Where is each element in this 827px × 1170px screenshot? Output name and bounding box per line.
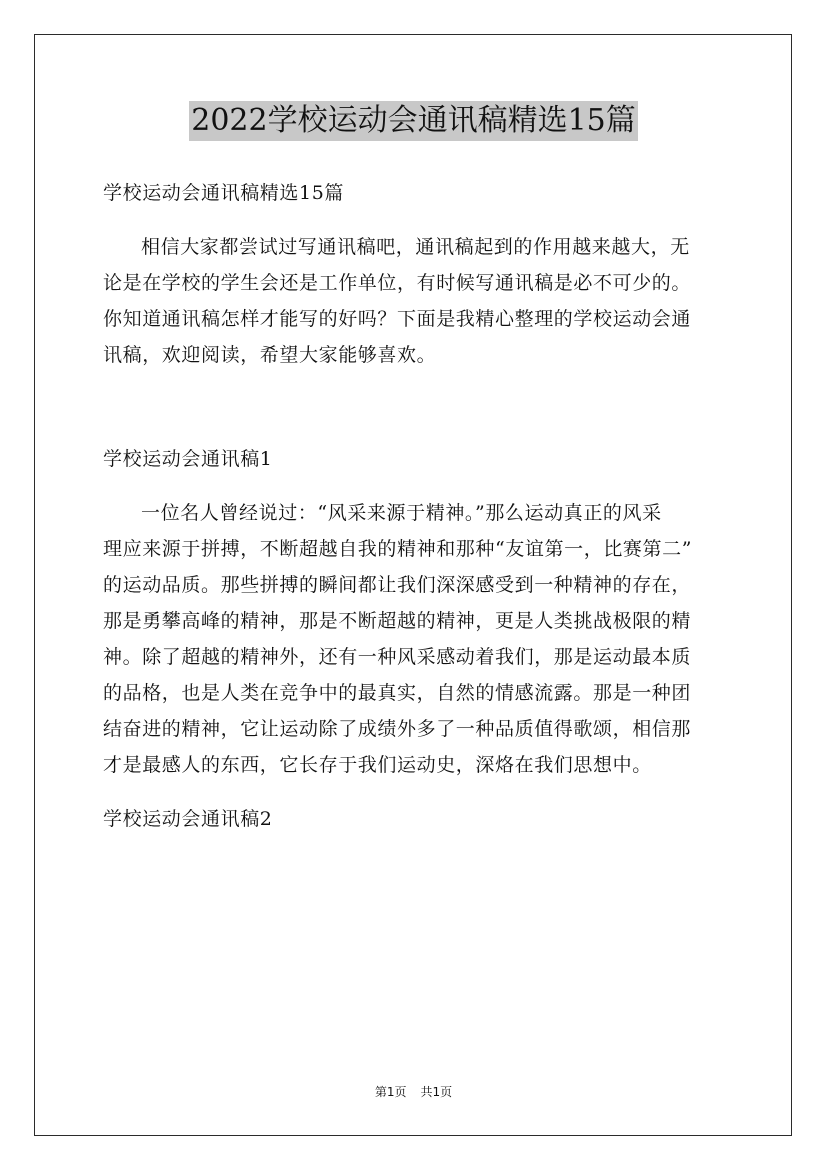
paragraph-line: 的品格，也是人类在竞争中的最真实，自然的情感流露。那是一种团 bbox=[103, 682, 692, 704]
document-title: 2022学校运动会通讯稿精选15篇 bbox=[189, 101, 638, 141]
paragraph-line: 论是在学校的学生会还是工作单位，有时候写通讯稿是必不可少的。 bbox=[103, 272, 692, 294]
section-heading-1: 学校运动会通讯稿1 bbox=[103, 448, 273, 470]
section-heading-2: 学校运动会通讯稿2 bbox=[103, 808, 273, 830]
document-subtitle: 学校运动会通讯稿精选15篇 bbox=[103, 182, 344, 204]
intro-paragraph bbox=[103, 229, 729, 373]
section-paragraph-1 bbox=[103, 495, 729, 783]
paragraph-line: 那是勇攀高峰的精神，那是不断超越的精神，更是人类挑战极限的精 bbox=[103, 610, 692, 632]
paragraph-line: 结奋进的精神，它让运动除了成绩外多了一种品质值得歌颂，相信那 bbox=[103, 718, 692, 740]
paragraph-line: 相信大家都尝试过写通讯稿吧，通讯稿起到的作用越来越大，无 bbox=[141, 236, 690, 258]
paragraph-line: 才是最感人的东西，它长存于我们运动史，深烙在我们思想中。 bbox=[103, 754, 652, 776]
paragraph-line: 理应来源于拼搏，不断超越自我的精神和那种“友谊第一，比赛第二” bbox=[103, 538, 693, 560]
paragraph-line: 一位名人曾经说过：“风采来源于精神。”那么运动真正的风采 bbox=[141, 502, 662, 524]
document-body bbox=[103, 175, 729, 855]
page-total: 共1页 bbox=[420, 1085, 453, 1099]
paragraph-line: 你知道通讯稿怎样才能写的好吗？下面是我精心整理的学校运动会通 bbox=[103, 308, 692, 330]
spacer bbox=[103, 391, 729, 441]
title-container bbox=[0, 101, 827, 141]
page-footer bbox=[0, 1083, 827, 1100]
paragraph-line: 的运动品质。那些拼搏的瞬间都让我们深深感受到一种精神的存在， bbox=[103, 574, 692, 596]
paragraph-line: 神。除了超越的精神外，还有一种风采感动着我们，那是运动最本质 bbox=[103, 646, 692, 668]
page-number: 第1页 bbox=[374, 1085, 407, 1099]
paragraph-line: 讯稿，欢迎阅读，希望大家能够喜欢。 bbox=[103, 344, 437, 366]
